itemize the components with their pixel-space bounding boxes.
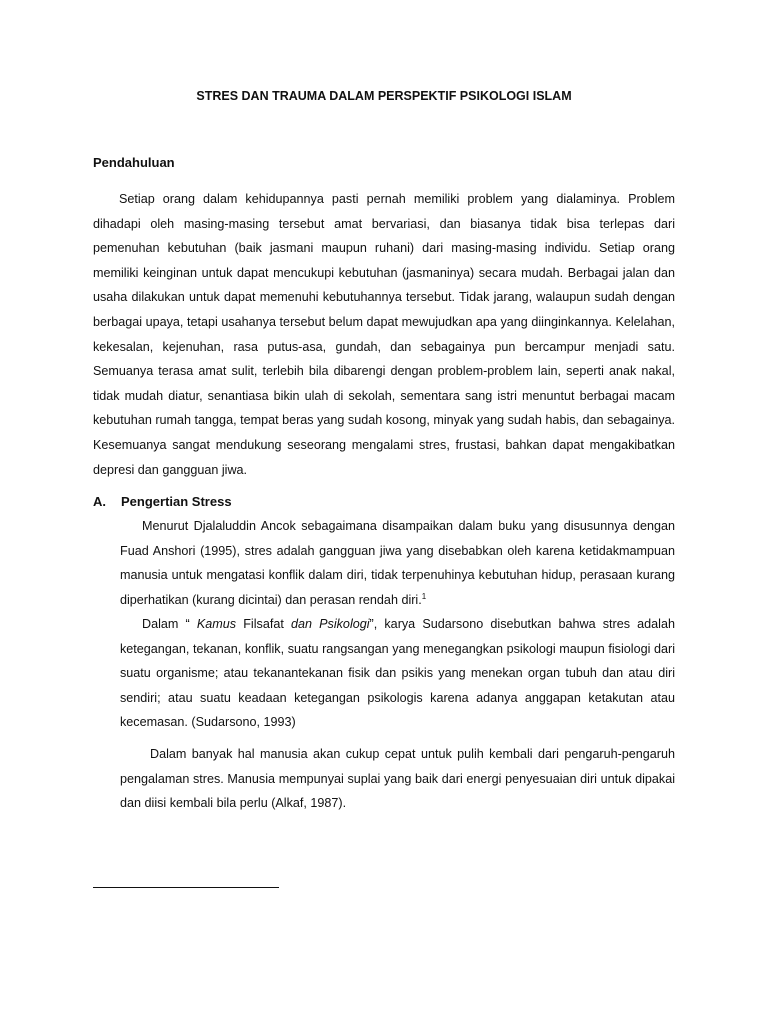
paragraph-1-text: Menurut Djalaluddin Ancok sebagaimana disampaikan dalam buku yang disusunnya dengan Fuad Anshori (1995), stres adalah gangguan jiwa yang disebabkan oleh karena ketidakmampuan manusia untuk mengatasi konflik dalam diri, tidak terpenuhinya kebutuhan hidup, perasaan kurang diperhatikan (kurang dicintai) dan perasan rendah diri. [120,519,675,607]
document-title: STRES DAN TRAUMA DALAM PERSPEKTIF PSIKOLOGI ISLAM [196,89,572,103]
section-a-letter: A. [93,494,106,509]
book-title-kamus: Kamus [196,617,237,631]
intro-heading: Pendahuluan [93,155,175,170]
paragraph-2-middle: Filsafat [236,617,291,631]
section-a-paragraph-3: Dalam banyak hal manusia akan cukup cepat untuk pulih kembali dari pengaruh-pengaruh pengalaman stres. Manusia mempunyai suplai yang baik dari energi penyesuaian diri untuk dipakai dan diisi kembali bila perlu (Alkaf, 1987). [120,747,675,811]
paragraph-2-suffix: ”, karya Sudarsono disebutkan bahwa stres adalah ketegangan, tekanan, konflik, suatu rangsangan yang menegangkan psikologi maupun fisiologi dari suatu organisme; atau tekanantekanan fisik dan psikis yang menekan organ tubuh dan atau diri sendiri; atau suatu keadaan ketegangan psikologis karena adanya anggapan ketakutan atau kecemasan. (Sudarsono, 1993) [120,617,675,730]
section-a-heading: Pengertian Stress [121,494,232,509]
paragraph-2-prefix: Dalam “ [142,617,197,631]
section-a-paragraph-2 [120,612,675,735]
section-a-paragraph-1 [120,514,675,612]
footnote-separator [93,887,279,888]
intro-paragraph: Setiap orang dalam kehidupannya pasti pernah memiliki problem yang dialaminya. Problem dihadapi oleh masing-masing tersebut amat bervariasi, dan biasanya tidak bisa terlepas dari pemenuhan kebutuhan (baik jasmani maupun ruhani) dari masing-masing individu. Setiap orang memiliki keinginan untuk dapat mencukupi kebutuhan (jasmaninya) secara mudah. Berbagai jalan dan usaha dilakukan untuk dapat memenuhi kebutuhannya tersebut. Tidak jarang, walaupun sudah dengan berbagai upaya, tetapi usahanya tersebut belum dapat mewujudkan apa yang diinginkannya. Kelelahan, kekesalan, kejenuhan, rasa putus-asa, gundah, dan sebagainya pun bercampur menjadi satu. Semuanya terasa amat sulit, terlebih bila dibarengi dengan problem-problem lain, seperti anak nakal, tidak mudah diatur, senantiasa bikin ulah di sekolah, sementara sang istri menuntut berbagai macam kebutuhan rumah tangga, tempat beras yang sudah kosong, minyak yang sudah habis, dan sebagainya. Kesemuanya sangat mendukung seseorang mengalami stres, frustasi, bahkan dapat mengakibatkan depresi dan gangguan jiwa. [93,192,675,477]
footnote-ref-1[interactable]: 1 [421,591,427,601]
book-title-psikologi: dan Psikologi [290,617,370,631]
